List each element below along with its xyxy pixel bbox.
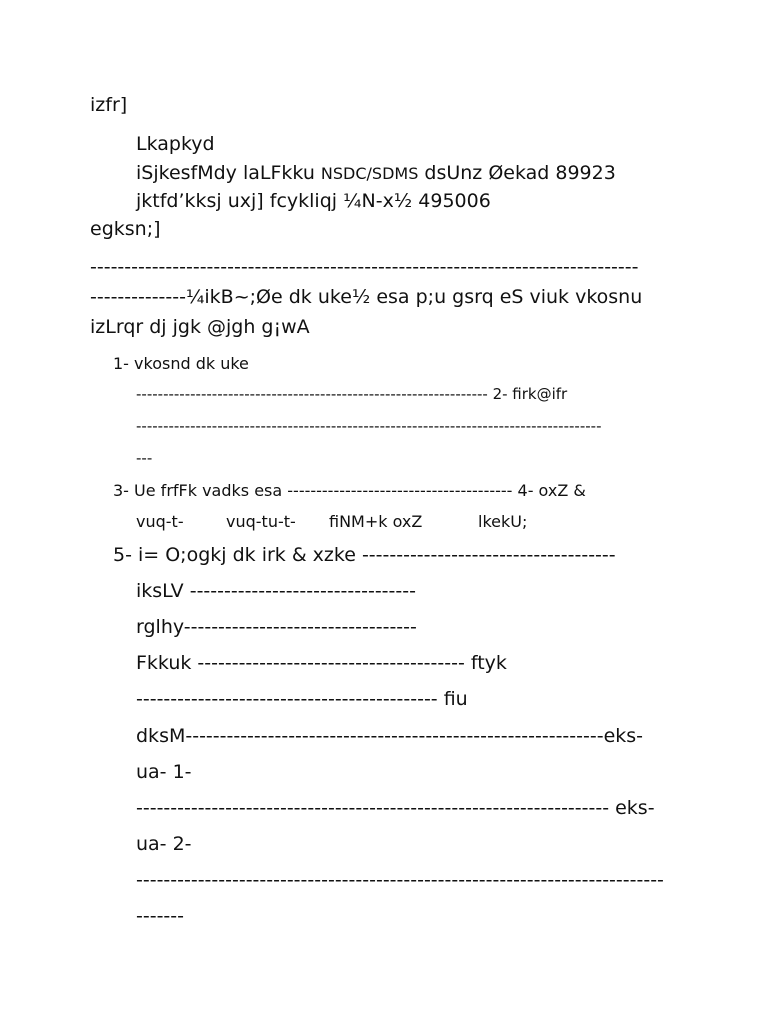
address-line-2-b: NSDC/SDMS <box>320 164 419 183</box>
item-3-4-row: 3- Ue frfFk vadks esa --------------------------------------- 4- oxZ & <box>113 481 586 500</box>
pin-row: -------------------------------------------- fiu <box>136 688 468 710</box>
item-1-applicant-name: 1- vkosnd dk uke <box>113 354 249 373</box>
address-line-3: jktfd’kksj uxj] fcykliqj ¼N-x½ 495006 <box>136 190 491 212</box>
thana-district-row: Fkkuk --------------------------------------- ftyk <box>136 652 507 674</box>
tehsil-field: rglhy---------------------------------- <box>136 616 417 638</box>
salutation: izfr] <box>90 94 128 116</box>
item-2-fill-line: -------------------------------------------------------------------------------------- <box>136 419 602 434</box>
mobile-1-label: ua- 1- <box>136 761 192 783</box>
item-5-address-village: 5- i= O;ogkj dk irk & xzke ------------------------------------- <box>113 544 616 566</box>
final-fill-line: ----------------------------------------------------------------------------- <box>136 871 664 890</box>
divider-line: -------------------------------------------------------------------------------- <box>90 258 639 277</box>
address-line-2-c: dsUnz Øekad 89923 <box>418 162 616 184</box>
greeting: egksn;] <box>90 218 161 240</box>
final-fill-tail: ------- <box>136 905 184 927</box>
address-line-2 <box>136 164 616 183</box>
item-2-fill-tail: --- <box>136 449 153 467</box>
address-line-1: Lkapkyd <box>136 133 215 155</box>
mobile-2-label: ua- 2- <box>136 833 192 855</box>
code-mobile-row: dksM-------------------------------------------------------------eks- <box>136 725 644 747</box>
subject-line-1: --------------¼ikB~;Øe dk uke½ esa p;u gsrq eS viuk vkosnu <box>90 286 643 308</box>
item-2-row: ----------------------------------------------------------------- 2- firk@ifr <box>136 387 568 402</box>
mobile-2-row: --------------------------------------------------------------------- eks- <box>136 797 655 819</box>
address-line-2-a: iSjkesfMdy laLFkku <box>136 162 321 184</box>
category-st: vuq-tu-t- <box>226 512 296 531</box>
category-sc: vuq-t- <box>136 512 184 531</box>
subject-line-2: izLrqr dj jgk @jgh g¡wA <box>90 316 310 338</box>
category-obc: fiNM+k oxZ <box>329 512 423 531</box>
category-general: lkekU; <box>478 512 528 531</box>
post-field: iksLV --------------------------------- <box>136 580 416 602</box>
